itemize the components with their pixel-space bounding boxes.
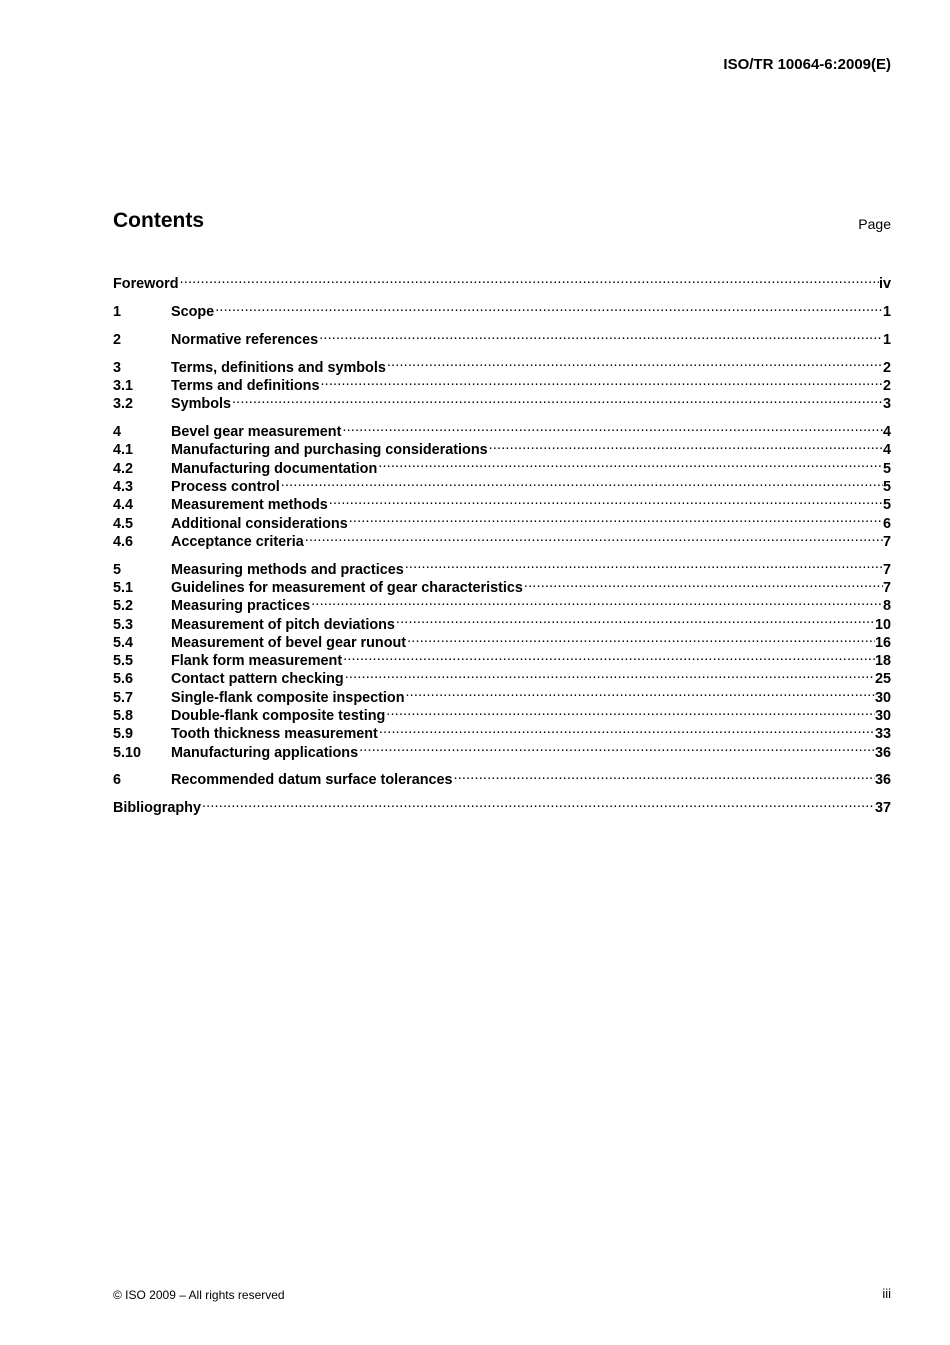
- toc-entry[interactable]: [113, 270, 891, 293]
- toc-section-title: Additional considerations: [171, 515, 348, 532]
- toc-page-number: 5: [882, 497, 891, 514]
- toc-section-number: 5.7: [113, 689, 134, 706]
- toc-dot-leader: [310, 592, 883, 610]
- toc-entry[interactable]: [113, 794, 891, 817]
- document-id: ISO/TR 10064-6:2009(E): [723, 56, 891, 73]
- toc-page-number: 5: [882, 478, 891, 495]
- toc-page-number: 7: [882, 579, 891, 596]
- toc-section-title: Normative references: [171, 331, 319, 348]
- toc-section-title: Recommended datum surface tolerances: [171, 772, 453, 789]
- toc-section-title: Measurement of bevel gear runout: [171, 634, 407, 651]
- toc-section-title: Contact pattern checking: [171, 671, 344, 688]
- toc-page-number: iv: [878, 276, 891, 293]
- toc-section-number: 4.6: [113, 533, 134, 550]
- toc-section-number: 4.2: [113, 460, 134, 477]
- toc-section-title: Manufacturing applications: [171, 744, 359, 761]
- toc-page-number: 4: [882, 442, 891, 459]
- toc-dot-leader: [231, 390, 883, 408]
- toc-section-title: Bibliography: [113, 800, 201, 817]
- toc-dot-leader: [395, 610, 875, 628]
- toc-section-number: 4.4: [113, 497, 134, 514]
- toc-section-number: 5: [113, 561, 122, 578]
- toc-section-number: 3.1: [113, 377, 134, 394]
- page-title: Contents: [113, 209, 204, 232]
- toc-page-number: 18: [874, 653, 891, 670]
- toc-page-number: 30: [874, 708, 891, 725]
- toc-section-number: 5.4: [113, 634, 134, 651]
- toc-section-title: Measuring methods and practices: [171, 561, 404, 578]
- toc-entry[interactable]: [113, 418, 891, 441]
- toc-section-number: 5.5: [113, 653, 134, 670]
- toc-section-number: 5.6: [113, 671, 134, 688]
- toc-dot-leader: [385, 702, 875, 720]
- toc-page-number: 30: [874, 689, 891, 706]
- toc-page-number: 25: [874, 671, 891, 688]
- table-of-contents: [113, 270, 891, 817]
- toc-dot-leader: [318, 326, 883, 344]
- toc-page-number: 2: [882, 377, 891, 394]
- toc-section-title: Terms, definitions and symbols: [171, 359, 386, 376]
- toc-section-number: 5.9: [113, 726, 134, 743]
- toc-section-title: Acceptance criteria: [171, 533, 304, 550]
- toc-section-title: Single-flank composite inspection: [171, 689, 405, 706]
- toc-dot-leader: [280, 473, 883, 491]
- toc-dot-leader: [328, 491, 883, 509]
- toc-dot-leader: [179, 270, 879, 288]
- toc-dot-leader: [488, 436, 883, 454]
- toc-page-number: 4: [882, 424, 891, 441]
- toc-section-title: Double-flank composite testing: [171, 708, 386, 725]
- toc-section-title: Measuring practices: [171, 598, 311, 615]
- toc-page-number: 7: [882, 561, 891, 578]
- toc-page-number: 36: [874, 744, 891, 761]
- toc-section-title: Foreword: [113, 276, 179, 293]
- toc-dot-leader: [406, 629, 875, 647]
- toc-dot-leader: [341, 418, 883, 436]
- toc-section-number: 6: [113, 772, 122, 789]
- toc-section-title: Measurement of pitch deviations: [171, 616, 395, 633]
- toc-dot-leader: [378, 720, 875, 738]
- toc-section-number: 1: [113, 304, 122, 321]
- toc-section-number: 5.3: [113, 616, 134, 633]
- toc-section-number: 2: [113, 331, 122, 348]
- toc-dot-leader: [214, 298, 883, 316]
- toc-section-title: Guidelines for measurement of gear characteristics: [171, 579, 523, 596]
- toc-page-number: 33: [874, 726, 891, 743]
- toc-section-number: 3: [113, 359, 122, 376]
- toc-entry[interactable]: [113, 766, 891, 789]
- toc-page-number: 1: [882, 304, 891, 321]
- page-number: iii: [882, 1286, 891, 1301]
- toc-dot-leader: [523, 574, 883, 592]
- toc-section-number: 3.2: [113, 396, 134, 413]
- toc-section-number: 4.1: [113, 442, 134, 459]
- toc-page-number: 10: [874, 616, 891, 633]
- toc-section-title: Flank form measurement: [171, 653, 343, 670]
- toc-dot-leader: [344, 665, 875, 683]
- toc-page-number: 7: [882, 533, 891, 550]
- toc-entry[interactable]: [113, 326, 891, 348]
- toc-page-number: 2: [882, 359, 891, 376]
- toc-dot-leader: [319, 372, 883, 390]
- page-column-label: Page: [858, 216, 891, 232]
- toc-entry[interactable]: [113, 555, 891, 578]
- toc-page-number: 1: [882, 331, 891, 348]
- toc-dot-leader: [386, 353, 883, 371]
- toc-page-number: 6: [882, 515, 891, 532]
- toc-dot-leader: [404, 683, 875, 701]
- toc-section-number: 5.10: [113, 744, 142, 761]
- toc-section-number: 4.5: [113, 515, 134, 532]
- toc-section-title: Process control: [171, 478, 280, 495]
- toc-dot-leader: [348, 509, 883, 527]
- toc-entry[interactable]: [113, 353, 891, 376]
- toc-dot-leader: [404, 555, 883, 573]
- toc-section-title: Measurement methods: [171, 497, 328, 514]
- toc-entry[interactable]: [113, 298, 891, 321]
- toc-section-number: 5.2: [113, 598, 134, 615]
- toc-section-title: Manufacturing and purchasing considerations: [171, 442, 488, 459]
- toc-dot-leader: [358, 738, 875, 756]
- toc-page-number: 8: [882, 598, 891, 615]
- toc-section-title: Terms and definitions: [171, 377, 320, 394]
- toc-section-title: Manufacturing documentation: [171, 460, 378, 477]
- toc-dot-leader: [304, 528, 883, 546]
- toc-dot-leader: [201, 794, 875, 812]
- toc-dot-leader: [342, 647, 875, 665]
- toc-page-number: 36: [874, 772, 891, 789]
- toc-page-number: 5: [882, 460, 891, 477]
- toc-section-number: 5.8: [113, 708, 134, 725]
- toc-dot-leader: [453, 766, 875, 784]
- toc-page-number: 16: [874, 634, 891, 651]
- copyright-notice: © ISO 2009 – All rights reserved: [113, 1288, 285, 1302]
- toc-section-title: Scope: [171, 304, 215, 321]
- toc-section-number: 4.3: [113, 478, 134, 495]
- toc-section-title: Bevel gear measurement: [171, 424, 342, 441]
- toc-page-number: 3: [882, 396, 891, 413]
- toc-dot-leader: [377, 454, 883, 472]
- toc-section-title: Tooth thickness measurement: [171, 726, 378, 743]
- toc-section-number: 4: [113, 424, 122, 441]
- toc-section-number: 5.1: [113, 579, 134, 596]
- toc-section-title: Symbols: [171, 396, 231, 413]
- toc-page-number: 37: [874, 800, 891, 817]
